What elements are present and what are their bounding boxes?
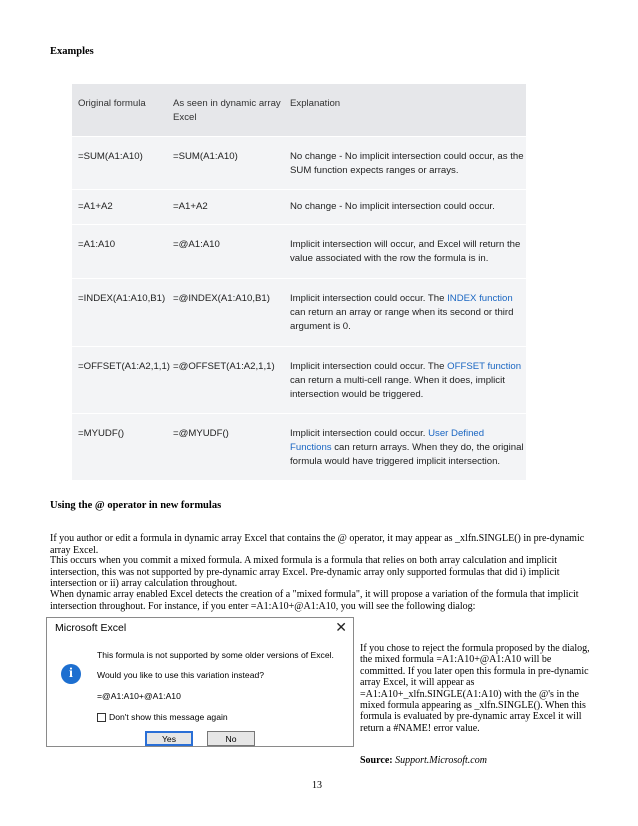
explanation-text: No change - No implicit intersection could occur.: [290, 201, 495, 212]
dont-show-checkbox-row[interactable]: [97, 712, 228, 722]
dialog-body: [47, 640, 353, 746]
dialog-message-line2: Would you like to use this variation instead?: [97, 670, 265, 680]
using-operator-heading: Using the @ operator in new formulas: [50, 500, 222, 511]
offset-function-link[interactable]: OFFSET function: [447, 361, 522, 372]
cell-original: =A1:A10: [78, 239, 116, 250]
source-value: Support.Microsoft.com: [395, 755, 487, 766]
index-function-link[interactable]: INDEX function: [447, 293, 513, 304]
table-row: [72, 224, 526, 278]
cell-original: =SUM(A1:A10): [78, 151, 143, 162]
table-row: [72, 346, 526, 413]
cell-original: =INDEX(A1:A10,B1): [78, 293, 166, 304]
explanation-text: Implicit intersection will occur, and Excel will return the value associated with the row the formula is in.: [290, 239, 521, 264]
table-row: [72, 413, 526, 480]
source-citation: [360, 755, 487, 766]
source-label: Source:: [360, 755, 393, 766]
excel-dialog: [46, 617, 354, 747]
cell-explanation: [290, 238, 524, 266]
explanation-text: No change - No implicit intersection could occur, as the SUM function expects ranges or arrays.: [290, 151, 524, 176]
cell-original: =MYUDF(): [78, 428, 125, 439]
header-explanation: Explanation: [290, 98, 341, 109]
page-number: 13: [312, 780, 322, 791]
table-row: [72, 278, 526, 346]
cell-explanation: [290, 200, 524, 214]
header-original-formula: Original formula: [78, 98, 146, 109]
cell-dynamic: =@OFFSET(A1:A2,1,1): [173, 361, 275, 372]
table-header: [72, 84, 526, 136]
examples-heading: Examples: [50, 46, 94, 57]
yes-button[interactable]: Yes: [145, 731, 193, 746]
table-row: [72, 136, 526, 189]
explanation-text: Implicit intersection could occur. The: [290, 361, 448, 372]
header-dynamic-array: As seen in dynamic array Excel: [173, 98, 281, 123]
cell-explanation: [290, 150, 524, 178]
dialog-title: Microsoft Excel: [55, 622, 127, 634]
cell-explanation: [290, 292, 524, 334]
explanation-text: Implicit intersection could occur.: [290, 428, 429, 439]
cell-dynamic: =A1+A2: [173, 201, 208, 212]
no-button[interactable]: No: [207, 731, 255, 746]
info-icon: i: [61, 664, 81, 684]
dont-show-label: Don't show this message again: [109, 712, 228, 722]
cell-dynamic: =@INDEX(A1:A10,B1): [173, 293, 270, 304]
explanation-text: Implicit intersection could occur. The: [290, 293, 448, 304]
close-icon[interactable]: ✕: [335, 619, 347, 635]
cell-explanation: [290, 360, 524, 402]
table-row: [72, 189, 526, 224]
dialog-message-line1: This formula is not supported by some older versions of Excel.: [97, 650, 334, 660]
paragraph-1: If you author or edit a formula in dynamic array Excel that contains the @ operator, it may appear as _xlfn.SINGLE() in pre-dynamic array Excel.: [50, 533, 585, 556]
cell-dynamic: =@A1:A10: [173, 239, 220, 250]
cell-dynamic: =SUM(A1:A10): [173, 151, 238, 162]
explanation-text: can return arrays. When they do, the original formula would have triggered implicit intersection.: [290, 442, 524, 467]
explanation-text: can return a multi-cell range. When it does, implicit intersection would be triggered.: [290, 375, 505, 400]
dont-show-checkbox[interactable]: [97, 713, 106, 722]
paragraph-2: This occurs when you commit a mixed formula. A mixed formula is a formula that relies on both array calculation and implicit intersection, this was not supported by pre-dynamic array Excel. Pre-dynamic array only supported formulas that did i) implicit intersection or ii) array calculation throughout.: [50, 555, 560, 589]
user-defined-functions-link[interactable]: User Defined Functions: [290, 428, 485, 453]
dialog-formula: =@A1:A10+@A1:A10: [97, 691, 181, 701]
cell-original: =A1+A2: [78, 201, 113, 212]
cell-explanation: [290, 427, 524, 469]
explanation-text: can return an array or range when its second or third argument is 0.: [290, 307, 514, 332]
cell-dynamic: =@MYUDF(): [173, 428, 229, 439]
dialog-explanation-text: If you chose to reject the formula proposed by the dialog, the mixed formula =A1:A10+@A1:A10 will be committed. If you later open this formula in pre-dynamic array Excel, it will appear as =A1:A10+_xlfn.SINGLE(A1:A10) with the @'s in the mixed formula appearing as _xlfn.SINGLE(). When this formula is evaluated by pre-dynamic array Excel it will return a #NAME! error value.: [360, 643, 590, 734]
examples-table: [72, 84, 526, 480]
cell-original: =OFFSET(A1:A2,1,1): [78, 361, 170, 372]
paragraph-3: When dynamic array enabled Excel detects the creation of a "mixed formula", it will propose a variation of the formula that implicit intersection throughout. For instance, if you enter =A1:A10+@A1:A10, you will see the following dialog:: [50, 589, 579, 612]
